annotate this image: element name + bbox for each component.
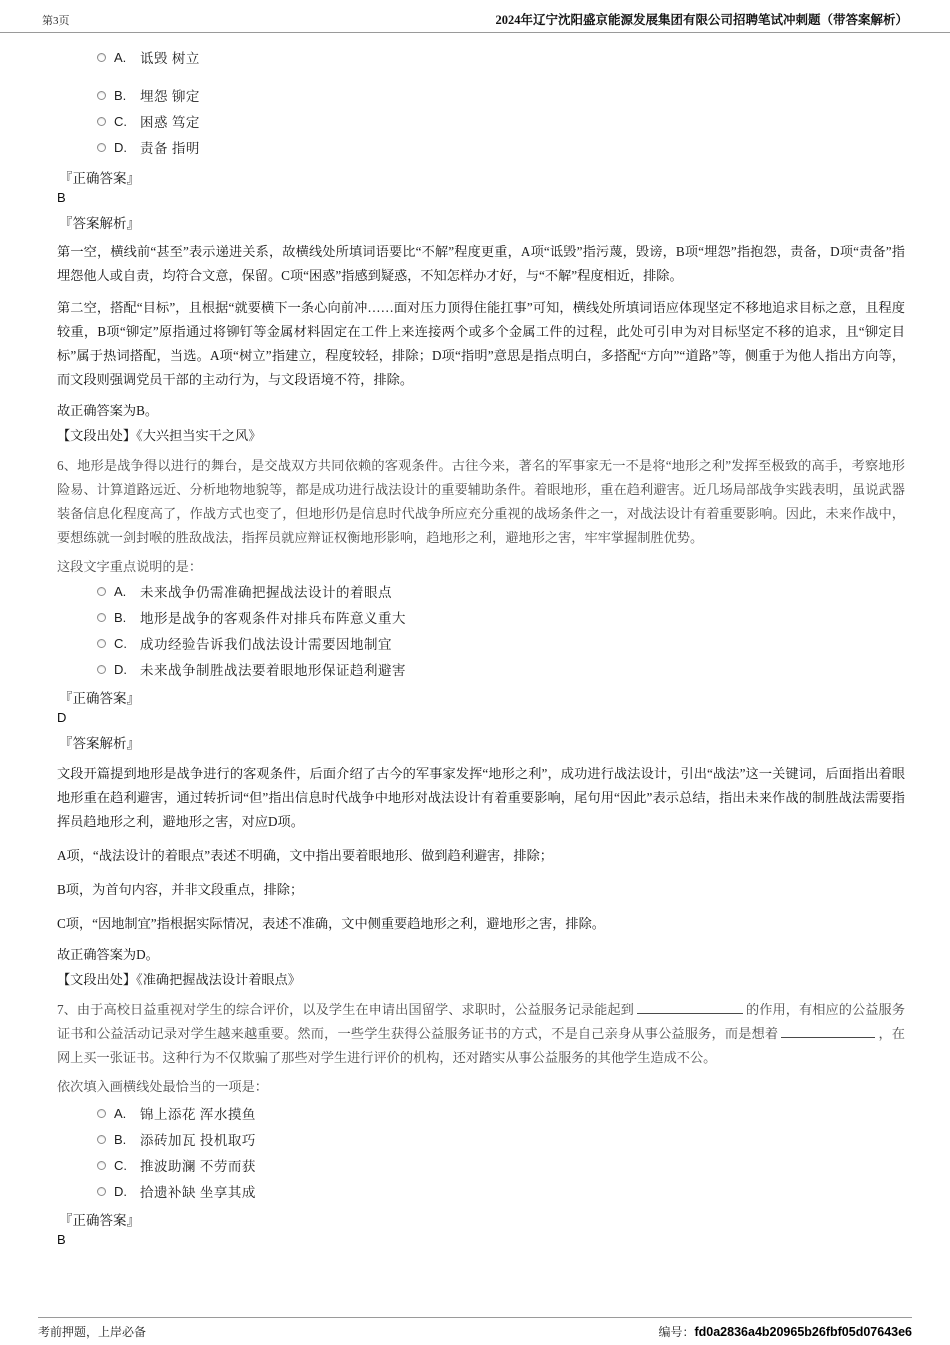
option-c[interactable]	[97, 635, 905, 651]
correct-answer-label: 『正确答案』	[59, 691, 140, 706]
document-body	[0, 49, 950, 1248]
analysis-item-b: B项，为首句内容，并非文段重点，排除；	[57, 882, 304, 897]
option-text: 推波助澜 不劳而获	[140, 1159, 256, 1174]
option-text: 埋怨 铆定	[140, 89, 200, 104]
analysis-item-a: A项，“战法设计的着眼点”表述不明确，文中指出要着眼地形、做到趋利避害，排除；	[57, 848, 553, 863]
blank-underline	[781, 1026, 875, 1038]
option-letter: A.	[114, 49, 127, 65]
option-letter: D.	[114, 139, 127, 155]
option-c[interactable]	[97, 1157, 905, 1173]
option-b[interactable]	[97, 609, 905, 625]
option-a[interactable]	[97, 49, 905, 65]
option-text: 成功经验告诉我们战法设计需要因地制宜	[140, 637, 392, 652]
option-d[interactable]	[97, 139, 905, 155]
option-letter: B.	[114, 609, 127, 625]
question-7-prompt: 依次填入画横线处最恰当的一项是：	[57, 1079, 268, 1094]
radio-icon[interactable]	[97, 91, 106, 100]
option-c[interactable]	[97, 113, 905, 129]
correct-answer-label: 『正确答案』	[59, 171, 140, 186]
option-text: 地形是战争的客观条件对排兵布阵意义重大	[140, 611, 406, 626]
question-7-options	[97, 1105, 905, 1199]
question-6-options	[97, 583, 905, 677]
footer-slogan: 考前押题，上岸必备	[38, 1325, 147, 1339]
conclusion-line: 故正确答案为B。	[57, 403, 159, 418]
option-letter: C.	[114, 113, 127, 129]
analysis-paragraph: 第二空，搭配“目标”，且根据“就要横下一条心向前冲……面对压力顶得住能扛事”可知，横线处所填词语应体现坚定不移地追求目标之意，且程度较重，B项“铆定”原指通过将铆钉等金属材料固定在工件上来连接两个或多个金属工件的过程，此处可引申为对目标坚定不移的追求，且“铆定目标”属于热词搭配，当选。A项“树立”指建立，程度较轻，排除；D项“指明”意思是指点明白，多搭配“方向”“道路”等，侧重于为他人指出方向等，而文段则强调党员干部的主动行为，与文段语境不符，排除。	[57, 300, 905, 387]
footer-serial	[658, 1323, 912, 1340]
page-footer	[38, 1317, 912, 1340]
document-title: 2024年辽宁沈阳盛京能源发展集团有限公司招聘笔试冲刺题（带答案解析）	[495, 13, 908, 27]
option-letter: A.	[114, 583, 127, 599]
option-text: 责备 指明	[140, 141, 200, 156]
conclusion-line: 故正确答案为D。	[57, 947, 159, 962]
answer-analysis-label: 『答案解析』	[59, 216, 140, 231]
option-text: 锦上添花 浑水摸鱼	[140, 1107, 256, 1122]
source-line: 【文段出处】《大兴担当实干之风》	[57, 428, 262, 443]
option-letter: D.	[114, 1183, 127, 1199]
radio-icon[interactable]	[97, 1161, 106, 1170]
page-header	[0, 0, 950, 33]
question-7-stem	[57, 998, 905, 1070]
option-text: 未来战争制胜战法要着眼地形保证趋利避害	[140, 663, 406, 678]
option-letter: B.	[114, 87, 127, 103]
correct-answer-label: 『正确答案』	[59, 1213, 140, 1228]
option-b[interactable]	[97, 87, 905, 103]
stem-text: ，在网上买一张证书。这种行为不仅欺骗了那些对学生进行评价的机构，还对踏实从事公益服务的其他学生造成不公。	[57, 1026, 905, 1065]
analysis-paragraph: 第一空，横线前“甚至”表示递进关系，故横线处所填词语要比“不解”程度更重，A项“诋毁”指污蔑，毁谤，B项“埋怨”指抱怨，责备，D项“责备”指埋怨他人或自责，均符合文意，保留。C项“困惑”指感到疑惑，不知怎样办才好，与“不解”程度相近，排除。	[57, 244, 905, 283]
option-letter: D.	[114, 661, 127, 677]
question-5-options	[97, 49, 905, 155]
stem-text: 7、由于高校日益重视对学生的综合评价，以及学生在申请出国留学、求职时，公益服务记录能起到	[57, 1002, 634, 1017]
radio-icon[interactable]	[97, 143, 106, 152]
option-text: 困惑 笃定	[140, 115, 200, 130]
serial-value: fd0a2836a4b20965b26fbf05d07643e6	[694, 1325, 912, 1339]
analysis-item-c: C项，“因地制宜”指根据实际情况，表述不准确，文中侧重要趋地形之利，避地形之害，排除。	[57, 916, 605, 931]
question-6-prompt: 这段文字重点说明的是：	[57, 559, 203, 574]
option-text: 添砖加瓦 投机取巧	[140, 1133, 256, 1148]
radio-icon[interactable]	[97, 1135, 106, 1144]
question-6-stem: 6、地形是战争得以进行的舞台，是交战双方共同依赖的客观条件。古往今来，著名的军事家无一不是将“地形之利”发挥至极致的高手，考察地形险易、计算道路远近、分析地物地貌等，都是成功进行战法设计的重要辅助条件。着眼地形，重在趋利避害。近几场局部战争实践表明，虽说武器装备信息化程度高了，作战方式也变了，但地形仍是信息时代战争所应充分重视的战场条件之一，对战法设计有着重要影响。因此，未来作战中，要想练就一剑封喉的胜敌战法，指挥员就应辩证权衡地形影响，趋地形之利，避地形之害，牢牢掌握制胜优势。	[57, 458, 905, 545]
option-b[interactable]	[97, 1131, 905, 1147]
option-letter: A.	[114, 1105, 127, 1121]
correct-answer-value: D	[57, 710, 67, 725]
analysis-paragraph: 文段开篇提到地形是战争进行的客观条件，后面介绍了古今的军事家发挥“地形之利”，成功进行战法设计，引出“战法”这一关键词，后面指出着眼地形重在趋利避害，通过转折词“但”指出信息时代战争中地形对战法设计有着重要影响，尾句用“因此”表示总结，指出未来作战的制胜战法需要指挥员趋地形之利，避地形之害，对应D项。	[57, 766, 905, 829]
page-number: 第3页	[42, 15, 70, 27]
option-d[interactable]	[97, 1183, 905, 1199]
radio-icon[interactable]	[97, 53, 106, 62]
radio-icon[interactable]	[97, 587, 106, 596]
option-letter: B.	[114, 1131, 127, 1147]
option-letter: C.	[114, 635, 127, 651]
option-text: 拾遗补缺 坐享其成	[140, 1185, 256, 1200]
radio-icon[interactable]	[97, 1109, 106, 1118]
correct-answer-value: B	[57, 190, 66, 205]
radio-icon[interactable]	[97, 613, 106, 622]
option-d[interactable]	[97, 661, 905, 677]
answer-analysis-label: 『答案解析』	[59, 736, 140, 751]
option-letter: C.	[114, 1157, 127, 1173]
radio-icon[interactable]	[97, 665, 106, 674]
stem-text: 的作用，有相应的公益服务证书和公益活动记录对学生越来越重要。然而，一些学生获得公益服务证书的方式，不是自己亲身从事公益服务，而是想着	[57, 1002, 906, 1041]
option-a[interactable]	[97, 1105, 905, 1121]
radio-icon[interactable]	[97, 1187, 106, 1196]
blank-underline	[637, 1002, 743, 1014]
option-text: 诋毁 树立	[140, 51, 200, 66]
radio-icon[interactable]	[97, 639, 106, 648]
source-line: 【文段出处】《准确把握战法设计着眼点》	[57, 972, 301, 987]
radio-icon[interactable]	[97, 117, 106, 126]
option-text: 未来战争仍需准确把握战法设计的着眼点	[140, 585, 392, 600]
option-a[interactable]	[97, 583, 905, 599]
correct-answer-value: B	[57, 1232, 66, 1247]
serial-label: 编号：	[658, 1325, 695, 1339]
